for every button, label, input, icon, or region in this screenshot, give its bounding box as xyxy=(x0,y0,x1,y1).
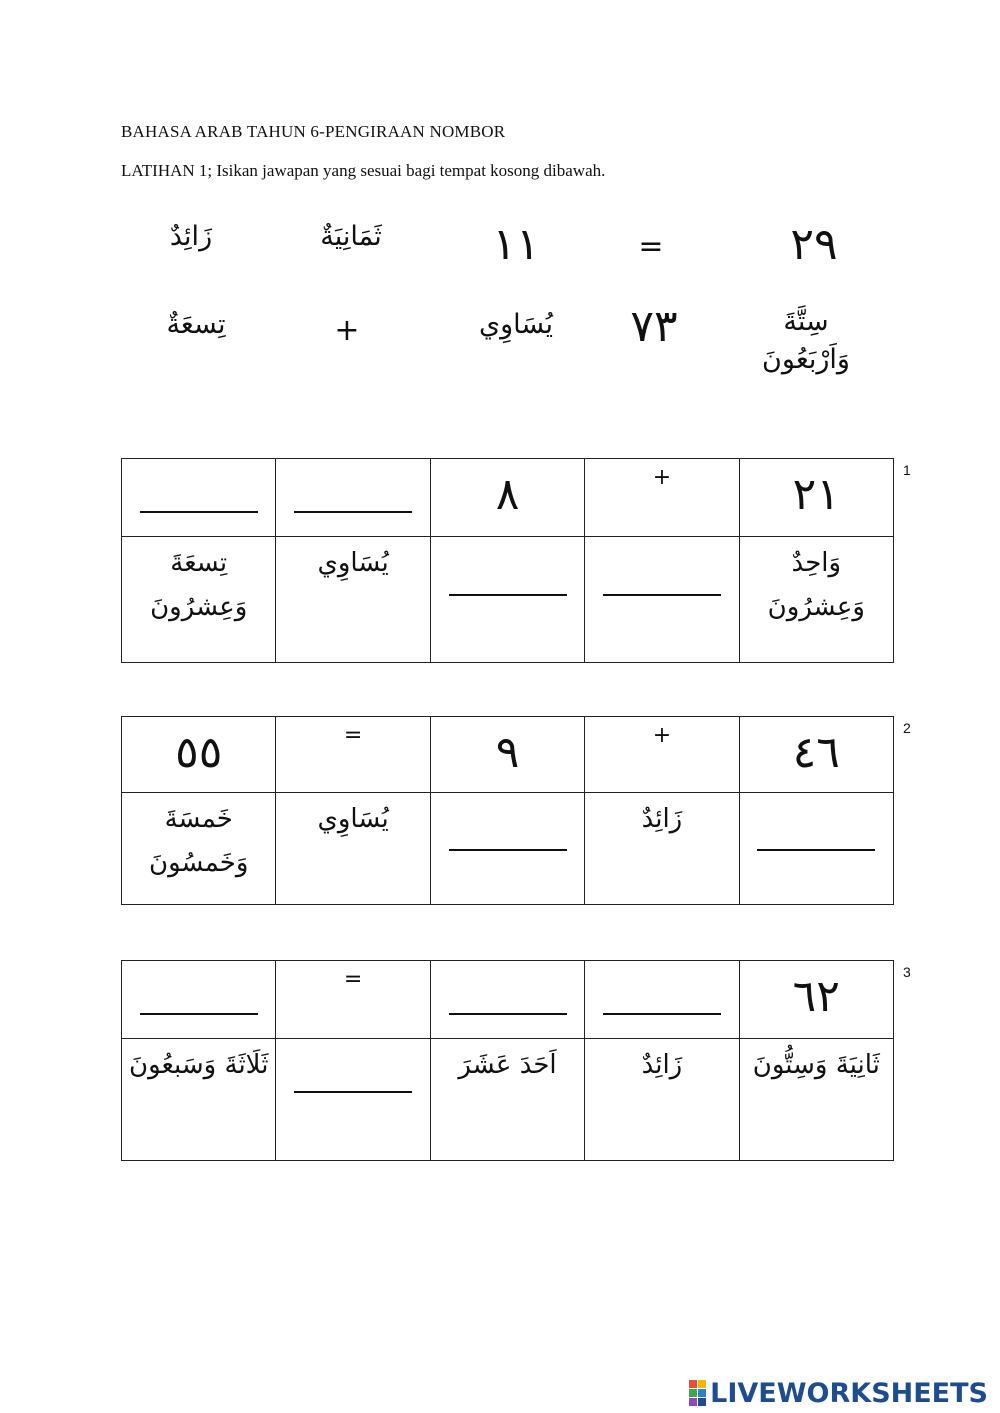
instruction-text: LATIHAN 1; Isikan jawapan yang sesuai bagi tempat kosong dibawah. xyxy=(121,161,606,180)
answer-blank[interactable] xyxy=(449,961,567,1015)
cell xyxy=(739,1039,893,1161)
answer-cell[interactable] xyxy=(585,537,739,663)
cell xyxy=(585,459,739,537)
word-cell: اَحَدَ عَشَرَ xyxy=(458,1050,557,1080)
cell xyxy=(585,1039,739,1161)
word-bank-item[interactable]: ٢٩ xyxy=(790,219,838,270)
word-cell: خَمسَةَ وَخَمسُونَ xyxy=(149,804,249,878)
cell xyxy=(430,459,584,537)
exercise-number: 2 xyxy=(903,720,911,736)
answer-cell[interactable] xyxy=(585,961,739,1039)
word-bank-item[interactable]: سِتَّةَ وَاَرْبَعُونَ xyxy=(762,306,850,375)
word-bank-item[interactable]: ثَمَانِيَةٌ xyxy=(320,221,382,252)
cell xyxy=(430,1039,584,1161)
cell xyxy=(122,717,276,793)
answer-blank[interactable] xyxy=(140,459,258,513)
word-bank-item[interactable]: يُسَاوِي xyxy=(479,309,553,340)
word-cell: تِسعَةَ وَعِشرُونَ xyxy=(150,548,248,622)
answer-blank[interactable] xyxy=(449,537,567,596)
exercise-3-table xyxy=(121,960,894,1161)
cell xyxy=(122,1039,276,1161)
cell xyxy=(739,717,893,793)
word-cell: يُسَاوِي xyxy=(317,804,389,834)
answer-cell[interactable] xyxy=(122,961,276,1039)
answer-blank[interactable] xyxy=(449,793,567,851)
word-bank xyxy=(121,205,893,405)
word-cell: زَائِدٌ xyxy=(641,804,683,834)
cell xyxy=(739,459,893,537)
exercise-1-table xyxy=(121,458,894,663)
exercise-2-table xyxy=(121,716,894,905)
answer-cell[interactable] xyxy=(430,961,584,1039)
number-cell: ٢١ xyxy=(792,469,840,520)
word-cell: وَاحِدٌ وَعِشرُونَ xyxy=(767,548,865,622)
exercise-number: 1 xyxy=(903,462,911,478)
operator-cell: = xyxy=(343,723,363,748)
answer-cell[interactable] xyxy=(276,1039,430,1161)
word-cell: يُسَاوِي xyxy=(317,548,389,578)
word-bank-item[interactable]: تِسعَةٌ xyxy=(166,309,226,340)
cell xyxy=(430,717,584,793)
word-bank-item[interactable]: + xyxy=(334,313,360,348)
cell xyxy=(585,717,739,793)
number-cell: ٥٥ xyxy=(175,727,223,778)
answer-cell[interactable] xyxy=(122,459,276,537)
operator-cell: = xyxy=(343,967,363,992)
answer-blank[interactable] xyxy=(294,1039,412,1093)
worksheet-title: BAHASA ARAB TAHUN 6-PENGIRAAN NOMBOR xyxy=(121,122,506,141)
number-cell: ٨ xyxy=(495,469,520,520)
answer-cell[interactable] xyxy=(739,793,893,905)
liveworksheets-logo xyxy=(689,1376,988,1410)
cell xyxy=(276,537,430,663)
word-cell: ثَلَاثَةَ وَسَبعُونَ xyxy=(128,1050,269,1080)
answer-cell[interactable] xyxy=(430,793,584,905)
operator-cell: + xyxy=(652,465,672,490)
cell xyxy=(122,537,276,663)
cell xyxy=(122,793,276,905)
answer-cell[interactable] xyxy=(430,537,584,663)
answer-blank[interactable] xyxy=(757,793,875,851)
cell xyxy=(739,537,893,663)
answer-blank[interactable] xyxy=(294,459,412,513)
word-bank-item[interactable]: ١١ xyxy=(492,219,540,270)
cell xyxy=(276,793,430,905)
number-cell: ٩ xyxy=(495,727,520,778)
operator-cell: + xyxy=(652,723,672,748)
cell xyxy=(585,793,739,905)
brand-name: LIVEWORKSHEETS xyxy=(710,1377,988,1409)
answer-blank[interactable] xyxy=(603,537,721,596)
word-bank-item[interactable]: زَائِدٌ xyxy=(169,221,213,252)
cell xyxy=(276,961,430,1039)
number-cell: ٦٢ xyxy=(792,971,840,1022)
answer-blank[interactable] xyxy=(603,961,721,1015)
number-cell: ٤٦ xyxy=(792,727,840,778)
cell xyxy=(276,717,430,793)
exercise-number: 3 xyxy=(903,964,911,980)
answer-cell[interactable] xyxy=(276,459,430,537)
word-cell: زَائِدٌ xyxy=(641,1050,683,1080)
word-bank-item[interactable]: ٧٣ xyxy=(630,301,678,352)
logo-mark-icon xyxy=(689,1380,706,1406)
answer-blank[interactable] xyxy=(140,961,258,1015)
word-bank-item[interactable]: = xyxy=(638,229,664,264)
word-cell: ثَانِيَةَ وَسِتُّونَ xyxy=(752,1050,880,1080)
cell xyxy=(739,961,893,1039)
